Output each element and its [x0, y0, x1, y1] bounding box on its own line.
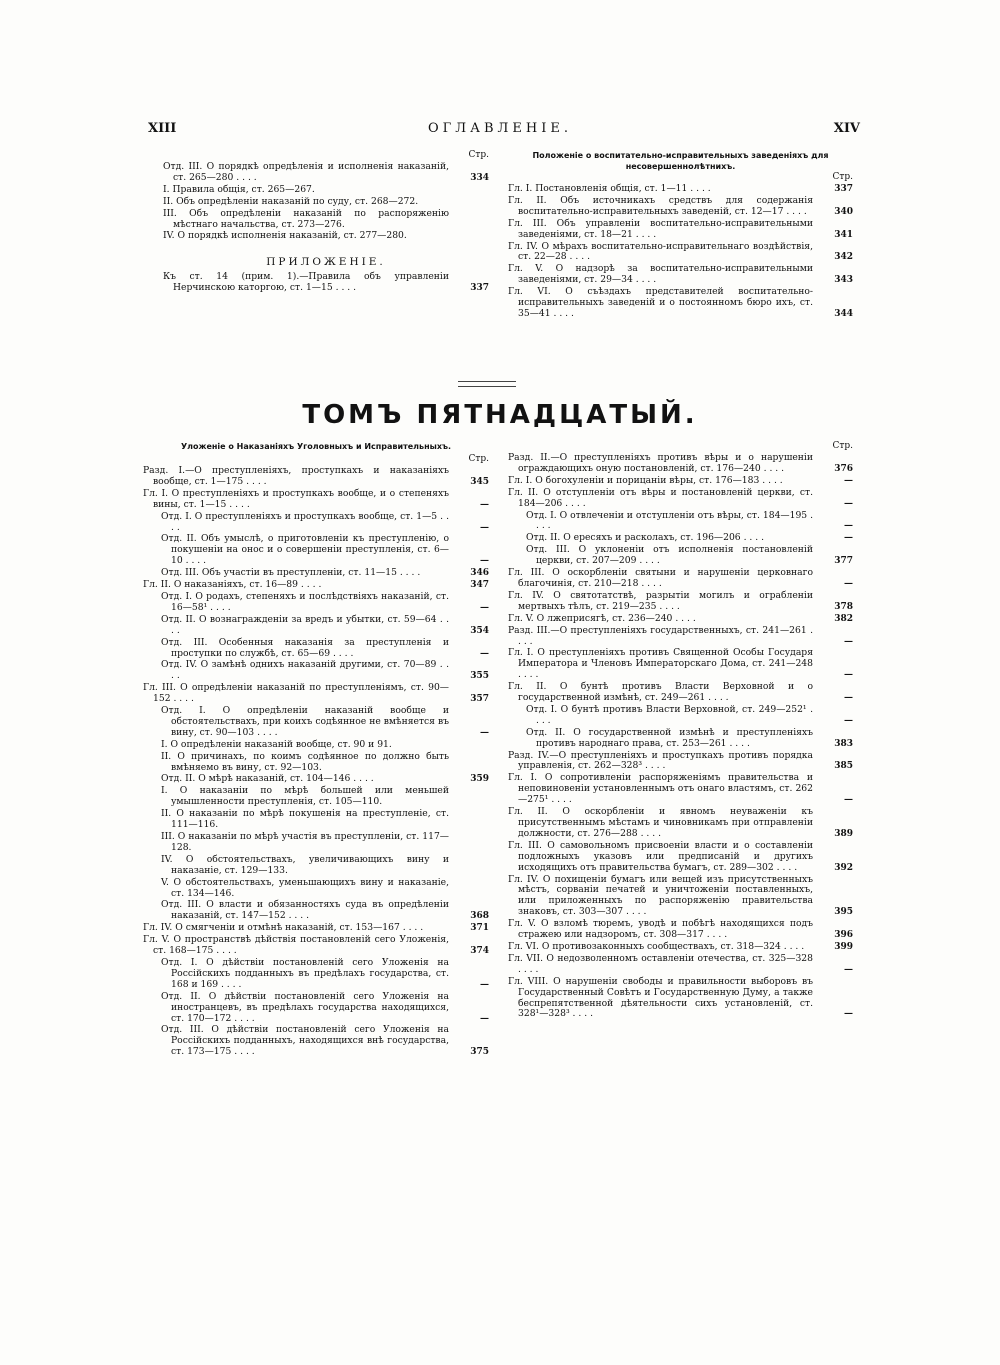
- leader-dots: . . . .: [623, 906, 647, 918]
- toc-entry: [508, 977, 853, 1021]
- leader-dots: . . . .: [231, 1046, 255, 1058]
- toc-page-number: 359: [470, 774, 489, 785]
- toc-entry-text: V. О обстоятельствахъ, уменьшающихъ вину и наказаніе, ст. 134—146.: [161, 876, 449, 899]
- leader-dots: . . . .: [773, 861, 798, 873]
- leader-dots: . . . .: [171, 613, 449, 636]
- toc-entry-text: IV. О обстоятельствахъ, увеличивающихъ вину и наказаніе, ст. 129—133.: [161, 853, 449, 876]
- leader-dots: . . . .: [687, 183, 711, 194]
- toc-entry-text: Отд. II. Объ умыслѣ, о приготовленіи къ преступленію, о покушеніи на онос и о совершеніи преступленія, ст. 6—10: [161, 533, 449, 567]
- leader-dots: . . . .: [332, 282, 357, 294]
- toc-entry: [508, 533, 853, 544]
- toc-entry: [508, 545, 853, 567]
- leader-dots: . . . .: [740, 532, 765, 544]
- leader-dots: . . . .: [726, 737, 750, 749]
- toc-page-number: 399: [834, 941, 853, 952]
- toc-page-number: 343: [834, 275, 853, 286]
- toc-entry: [143, 489, 489, 511]
- toc-entry: [143, 900, 489, 922]
- toc-page-number: 334: [470, 172, 489, 183]
- toc-entry: [143, 615, 489, 637]
- toc-page-number: —: [480, 1013, 489, 1024]
- toc-page-number: 383: [834, 738, 853, 749]
- toc-entry-text: Гл. II. О бунтѣ противъ Власти Верховной и о государственной измѣнѣ, ст. 249—261: [508, 681, 813, 704]
- toc-entry: [143, 832, 489, 854]
- toc-entry: [143, 534, 489, 567]
- toc-page-number: —: [844, 715, 853, 726]
- leader-dots: . . . .: [207, 601, 231, 613]
- toc-entry-text: Отд. II. О вознагражденіи за вредъ и убытки, ст. 59—64: [161, 613, 437, 625]
- leader-dots: . . . .: [231, 1012, 255, 1024]
- toc-entry: [143, 809, 489, 831]
- left-page-number: XIII: [148, 121, 177, 136]
- leader-dots: . . . .: [705, 692, 729, 704]
- toc-page-number: —: [844, 578, 853, 589]
- toc-entry: [508, 242, 853, 264]
- toc-entry: [143, 638, 489, 660]
- leader-dots: . . . .: [254, 726, 278, 738]
- toc-page-number: 389: [834, 828, 853, 839]
- toc-page-number: 396: [834, 930, 853, 941]
- toc-page-number: —: [480, 556, 489, 567]
- toc-page-number: 355: [470, 671, 489, 682]
- toc-entry: [508, 705, 853, 727]
- toc-entry: [508, 591, 853, 613]
- toc-entry-text: Гл. III. Объ управленіи воспитательно-исправительными заведеніями, ст. 18—21: [508, 217, 813, 240]
- leader-dots: . . . .: [399, 922, 424, 934]
- toc-entry-text: Гл. VIII. О нарушеніи свободы и правильности выборовъ въ Государственный Совѣтъ и Государственную Думу, а также беспрепятственной дѣятельности сихъ установленій, ст. 328¹—328³: [508, 975, 813, 1020]
- leader-dots: . . . .: [170, 693, 194, 705]
- right-page-number: XIV: [833, 121, 860, 136]
- leader-dots: . . . .: [642, 760, 666, 772]
- toc-page-number: 375: [470, 1047, 489, 1058]
- toc-entry: [508, 184, 853, 195]
- toc-page-number: —: [844, 670, 853, 681]
- toc-page-number: 340: [834, 206, 853, 217]
- toc-entry: [143, 786, 489, 808]
- toc-entry-text: Разд. III.—О преступленіяхъ государственныхъ, ст. 241—261: [508, 624, 807, 636]
- leader-dots: . . . .: [233, 171, 257, 183]
- toc-entry: [508, 568, 853, 590]
- toc-entry-text: Разд. I.—О преступленіяхъ, проступкахъ и наказаніяхъ вообще, ст. 1—175: [143, 465, 449, 487]
- toc-page-number: —: [844, 533, 853, 544]
- toc-entry: [508, 626, 853, 648]
- toc-page-number: 357: [470, 694, 489, 705]
- toc-entry-text: Гл. V. О взломѣ тюремъ, уводѣ и побѣгѣ находящихся подъ стражею или надзоромъ, ст. 308—317: [508, 918, 813, 941]
- toc-entry-text: Гл. V. О пространствѣ дѣйствія постановленій сего Уложенія, ст. 168—175: [143, 934, 449, 957]
- toc-entry-text: Гл. I. О преступленіяхъ и проступкахъ вообще, и о степеняхъ вины, ст. 1—15: [143, 487, 449, 510]
- toc-list: [143, 466, 489, 1058]
- toc-entry-text: I. О опредѣленіи наказаній вообще, ст. 90 и 91.: [161, 738, 392, 750]
- toc-entry: [508, 264, 853, 286]
- toc-page-number: —: [480, 979, 489, 990]
- toc-entry: [508, 773, 853, 806]
- toc-entry: [143, 592, 489, 614]
- page-column-head: Стр.: [832, 441, 853, 451]
- toc-page-number: —: [480, 522, 489, 533]
- toc-entry-text: III. Объ опредѣленіи наказаній по распоряженію мѣстнаго начальства, ст. 273—276.: [163, 207, 449, 230]
- toc-entry-text: Отд. III. Объ участіи въ преступленіи, ст. 11—15: [161, 567, 397, 579]
- toc-page-number: 377: [834, 556, 853, 567]
- toc-entry: [143, 855, 489, 877]
- toc-entry: [143, 923, 489, 934]
- toc-entry: [508, 476, 853, 487]
- toc-page-number: 378: [834, 601, 853, 612]
- toc-page-number: 392: [834, 862, 853, 873]
- toc-entry-text: II. Объ опредѣленіи наказаній по суду, ст. 268—272.: [163, 195, 419, 207]
- leader-dots: . . . .: [518, 624, 814, 647]
- leader-dots: . . . .: [518, 963, 539, 975]
- toc-entry: [143, 683, 489, 705]
- toc-entry-text: Гл. III. О опредѣленіи наказаній по преступленіямъ, ст. 90—152: [143, 682, 449, 705]
- toc-entry-text: Отд. I. О опредѣленіи наказаній вообще и обстоятельствахъ, при коихъ содѣянное не вмѣняется въ вину, ст. 90—103: [161, 705, 449, 738]
- leader-dots: . . . .: [285, 910, 310, 922]
- leader-dots: . . . .: [298, 579, 322, 591]
- toc-list: [163, 162, 489, 242]
- toc-entry-text: Отд. I. О бунтѣ противъ Власти Верховной, ст. 249—252¹: [526, 703, 807, 715]
- toc-entry-text: Разд. IV.—О преступленіяхъ и проступкахъ противъ порядка управленія, ст. 262—328³: [508, 749, 813, 772]
- leader-dots: . . . .: [562, 497, 586, 509]
- toc-entry: [508, 648, 853, 681]
- toc-entry: [143, 466, 489, 488]
- leader-dots: . . . .: [350, 773, 374, 785]
- toc-entry-text: Гл. I. О преступленіяхъ противъ Священной Особы Государя Императора и Членовъ Императорскаго Дома, ст. 241—248: [508, 647, 813, 670]
- toc-entry: [143, 660, 489, 682]
- toc-entry-text: Отд. III. О уклоненіи отъ исполненія постановленій церкви, ст. 207—209: [526, 544, 813, 567]
- toc-entry: [143, 740, 489, 751]
- toc-page-number: 346: [470, 568, 489, 579]
- leader-dots: . . . .: [632, 228, 657, 240]
- toc-page-number: —: [844, 475, 853, 486]
- leader-dots: . . . .: [638, 577, 662, 589]
- toc-entry: [508, 453, 853, 475]
- section-title: Уложеніе о Наказаніяхъ Уголовныхъ и Исправительныхъ.: [180, 442, 452, 451]
- leader-dots: . . . .: [672, 612, 696, 624]
- toc-entry: [143, 774, 489, 785]
- top-right-column: [508, 150, 853, 321]
- toc-entry-text: Отд. I. О дѣйствіи постановленій сего Уложенія на Россійскихъ подданныхъ въ предѣлахъ государства, ст. 168 и 169: [161, 956, 449, 990]
- toc-entry-text: Гл. I. О богохуленіи и порицаніи вѣры, ст. 176—183: [508, 474, 760, 486]
- toc-entry-text: Отд. II. О государственной измѣнѣ и преступленіяхъ противъ народнаго права, ст. 253—261: [526, 726, 813, 749]
- toc-entry: [143, 580, 489, 591]
- toc-entry-text: Отд. III. О власти и обязанностяхъ суда въ опредѣленіи наказаній, ст. 147—152: [161, 899, 449, 922]
- leader-dots: . . . .: [243, 475, 267, 487]
- leader-dots: . . . .: [218, 978, 242, 990]
- toc-entry-text: I. Правила общія, ст. 265—267.: [163, 183, 315, 195]
- leader-dots: . . . .: [783, 205, 807, 217]
- toc-entry: [143, 935, 489, 957]
- leader-dots: . . . .: [550, 307, 574, 319]
- toc-list: [508, 184, 853, 320]
- toc-entry-text: II. О наказаніи по мѣрѣ покушенія на преступленіе, ст. 111—116.: [161, 808, 449, 831]
- toc-entry-text: Гл. VI. О съѣздахъ представителей воспитательно-исправительныхъ заведеній и о постоянномъ бюро ихъ, ст. 35—41: [508, 286, 813, 319]
- toc-entry-text: Гл. II. О отступленіи отъ вѣры и постановленій церкви, ст. 184—206: [508, 486, 813, 509]
- toc-entry-text: Отд. I. О отвлеченіи и отступленіи отъ вѣры, ст. 184—195: [526, 509, 808, 521]
- toc-entry: [508, 511, 853, 533]
- volume-title: ТОМЪ ПЯТНАДЦАТЫЙ.: [302, 400, 698, 430]
- toc-entry: [163, 272, 489, 294]
- toc-entry: [163, 162, 489, 184]
- leader-dots: . . . .: [780, 940, 805, 952]
- toc-entry: [508, 954, 853, 976]
- toc-page-number: 374: [470, 946, 489, 957]
- toc-entry: [508, 682, 853, 704]
- leader-dots: . . . .: [536, 703, 813, 726]
- toc-entry: [508, 196, 853, 218]
- toc-entry: [143, 568, 489, 579]
- leader-dots: . . . .: [171, 659, 450, 682]
- toc-entry-text: Разд. II.—О преступленіяхъ противъ вѣры и о нарушеніи ограждающихъ оную постановленій, ст. 176—240: [508, 452, 813, 474]
- toc-page-number: 347: [470, 580, 489, 591]
- leader-dots: . . . .: [569, 1008, 594, 1020]
- toc-entry-text: Гл. VII. О недозволенномъ оставленіи отечества, ст. 325—328: [508, 952, 813, 964]
- toc-entry: [143, 512, 489, 534]
- toc-page-number: —: [844, 795, 853, 806]
- toc-entry: [508, 488, 853, 510]
- leader-dots: . . . .: [226, 498, 250, 510]
- toc-entry-text: Гл. IV. О мѣрахъ воспитательно-исправительнаго воздѣйствія, ст. 22—28: [508, 240, 813, 263]
- toc-page-number: —: [480, 602, 489, 613]
- toc-page-number: 342: [834, 252, 853, 263]
- toc-page-number: 382: [834, 613, 853, 624]
- top-left-column: [163, 150, 489, 295]
- toc-entry-text: Гл. IV. О похищеніи бумагъ или вещей изъ присутственныхъ мѣстъ, сорваніи печатей и уничтоженіи поставленныхъ, или приложенныхъ по распоряженію правительства знаковъ, ст. 303—307: [508, 873, 813, 918]
- toc-page-number: —: [844, 636, 853, 647]
- page-column-head: Стр.: [832, 172, 853, 182]
- leader-dots: . . . .: [703, 929, 728, 941]
- toc-entry-text: Отд. II. О мѣрѣ наказаній, ст. 104—146: [161, 773, 351, 785]
- toc-entry-text: IV. О порядкѣ исполненія наказаній, ст. 277—280.: [163, 230, 407, 242]
- toc-page-number: 345: [470, 476, 489, 487]
- toc-page-number: —: [480, 648, 489, 659]
- toc-entry-text: Гл. II. О наказаніяхъ, ст. 16—89: [143, 579, 298, 591]
- toc-entry: [143, 752, 489, 774]
- toc-page-number: —: [844, 498, 853, 509]
- leader-dots: . . . .: [566, 251, 591, 263]
- toc-page-number: —: [844, 521, 853, 532]
- leader-dots: . . . .: [632, 274, 657, 286]
- toc-entry: [163, 185, 489, 196]
- divider-rule: [458, 381, 516, 387]
- toc-entry-text: Отд. II. О дѣйствіи постановленій сего Уложенія на иностранцевъ, въ предѣлахъ государства находящихся, ст. 170—172: [161, 990, 449, 1024]
- toc-page-number: 337: [470, 283, 489, 294]
- leader-dots: . . . .: [171, 510, 449, 533]
- toc-page-number: —: [844, 964, 853, 975]
- leader-dots: . . . .: [396, 567, 421, 579]
- toc-entry-text: Гл. III. О самовольномъ присвоеніи власти и о составленіи подложныхъ указовъ или предписаній и другихъ исходящихъ отъ правительства бумагъ, ст. 289—302: [508, 839, 813, 873]
- toc-entry-text: Къ ст. 14 (прим. 1).—Правила объ управленіи Нерчинскою каторгою, ст. 1—15: [163, 271, 449, 294]
- toc-entry-text: Гл. I. Постановленія общія, ст. 1—11: [508, 183, 688, 194]
- leader-dots: . . . .: [636, 555, 660, 567]
- toc-entry-text: Отд. I. О преступленіяхъ и проступкахъ вообще, ст. 1—5: [161, 510, 438, 522]
- toc-entry-text: Отд. II. О ересяхъ и расколахъ, ст. 196—206: [526, 532, 741, 544]
- toc-entry-text: Гл. IV. О смягченіи и отмѣнѣ наказаній, ст. 153—167: [143, 922, 400, 934]
- toc-entry-text: Отд. III. О порядкѣ опредѣленія и исполненія наказаній, ст. 265—280: [163, 161, 449, 183]
- toc-page-number: 385: [834, 761, 853, 772]
- leader-dots: . . . .: [536, 509, 814, 532]
- toc-list: [163, 272, 489, 294]
- leader-dots: . . . .: [656, 600, 680, 612]
- toc-entry-text: Отд. IV. О замѣнѣ однихъ наказаній другими, ст. 70—89: [161, 659, 437, 671]
- toc-entry-text: Гл. VI. О противозаконныхъ сообществахъ, ст. 318—324: [508, 940, 781, 952]
- leader-dots: . . . .: [760, 462, 785, 474]
- toc-page-number: 354: [470, 625, 489, 636]
- bottom-right-column: [508, 441, 853, 1021]
- toc-page-number: —: [480, 499, 489, 510]
- toc-entry-text: Гл. IV. О святотатствѣ, разрытіи могилъ и ограбленіи мертвыхъ тѣлъ, ст. 219—235: [508, 589, 813, 612]
- toc-entry: [508, 751, 853, 773]
- section-title: Положеніе о воспитательно-исправительныхъ заведеніяхъ для несовершеннолѣтнихъ.: [532, 151, 829, 171]
- toc-entry: [143, 878, 489, 900]
- toc-entry: [508, 287, 853, 320]
- toc-page-number: 376: [834, 463, 853, 474]
- toc-entry-text: Отд. III. Особенныя наказанія за преступленія и проступки по службѣ, ст. 65—69: [161, 636, 449, 659]
- toc-entry-text: Гл. II. Объ источникахъ средствъ для содержанія воспитательно-исправительныхъ заведеній, ст. 12—17: [508, 194, 813, 217]
- toc-entry: [143, 992, 489, 1025]
- toc-entry: [143, 706, 489, 739]
- toc-entry-text: Гл. V. О лжеприсягѣ, ст. 236—240: [508, 612, 673, 624]
- toc-page-number: 368: [470, 911, 489, 922]
- toc-page-number: —: [844, 693, 853, 704]
- leader-dots: . . . .: [637, 827, 662, 839]
- toc-entry: [508, 807, 853, 840]
- toc-page-number: 344: [834, 308, 853, 319]
- leader-dots: . . . .: [548, 794, 572, 806]
- toc-entry: [508, 841, 853, 874]
- leader-dots: . . . .: [759, 474, 783, 486]
- toc-entry-text: Гл. I. О сопротивленіи распоряженіямъ правительства и неповиновеніи установленнымъ отъ онаго властямъ, ст. 262—275¹: [508, 772, 813, 806]
- toc-entry-text: I. О наказаніи по мѣрѣ большей или меньшей умышленности преступленія, ст. 105—110.: [161, 785, 449, 808]
- toc-entry-text: Гл. II. О оскорбленіи и явномъ неуваженіи къ присутственнымъ мѣстамъ и чиновникамъ при отправленіи должности, ст. 276—288: [508, 806, 813, 839]
- toc-page-number: 341: [834, 229, 853, 240]
- toc-page-number: 371: [470, 923, 489, 934]
- toc-entry-text: III. О наказаніи по мѣрѣ участія въ преступленіи, ст. 117—128.: [161, 831, 449, 853]
- toc-entry: [143, 958, 489, 991]
- toc-entry: [163, 231, 489, 242]
- toc-entry-text: Отд. I. О родахъ, степеняхъ и послѣдствіяхъ наказаній, ст. 16—58¹: [161, 590, 449, 613]
- appendix-heading: ПРИЛОЖЕНІЕ.: [266, 256, 386, 269]
- toc-entry-text: Гл. V. О надзорѣ за воспитательно-исправительными заведеніями, ст. 29—34: [508, 263, 813, 286]
- page-column-head: Стр.: [468, 150, 489, 160]
- toc-entry: [508, 219, 853, 241]
- toc-entry: [508, 875, 853, 919]
- toc-entry: [163, 197, 489, 208]
- toc-entry: [508, 919, 853, 941]
- toc-page-number: —: [480, 727, 489, 738]
- toc-entry: [143, 1025, 489, 1058]
- toc-entry: [508, 942, 853, 953]
- toc-entry-text: Отд. III. О дѣйствіи постановленій сего Уложенія на Россійскихъ подданныхъ, находящихся внѣ государства, ст. 173—175: [161, 1024, 449, 1058]
- toc-page-number: 337: [834, 184, 853, 194]
- leader-dots: . . . .: [213, 945, 237, 957]
- leader-dots: . . . .: [330, 647, 354, 659]
- toc-page-number: 395: [834, 907, 853, 918]
- toc-entry: [508, 614, 853, 625]
- leader-dots: . . . .: [518, 669, 539, 681]
- bottom-left-column: [143, 441, 489, 1059]
- toc-page-number: —: [844, 1009, 853, 1020]
- toc-list: [508, 453, 853, 1020]
- toc-entry-text: Гл. III. О оскорбленіи святыни и нарушеніи церковнаго благочинія, ст. 210—218: [508, 567, 813, 589]
- running-title: ОГЛАВЛЕНІЕ.: [428, 121, 572, 136]
- page-column-head: Стр.: [468, 454, 489, 464]
- toc-entry: [508, 728, 853, 750]
- toc-entry-text: II. О причинахъ, по коимъ содѣянное по должно быть вмѣняемо въ вину, ст. 92—103.: [161, 750, 449, 773]
- toc-entry: [163, 209, 489, 231]
- leader-dots: . . . .: [182, 555, 207, 567]
